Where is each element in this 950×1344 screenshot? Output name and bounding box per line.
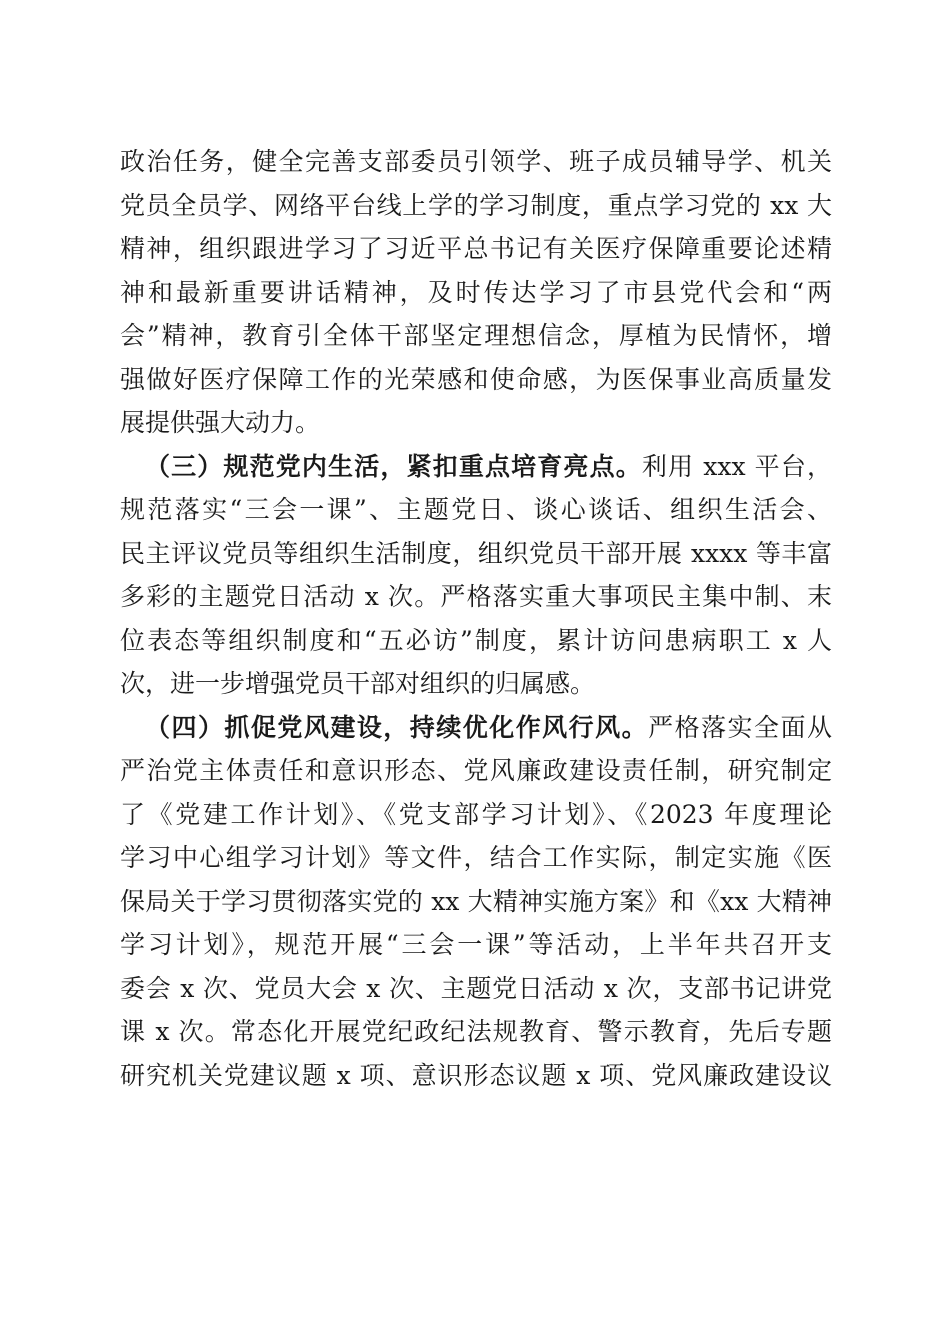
text-line: 展提供强大动力。 [120, 408, 321, 437]
text-line: 位表态等组织制度和“五必访”制度，累计访问患病职工 x 人 [120, 625, 832, 655]
section-heading: （四）抓促党风建设，持续优化作风行风。 [145, 712, 649, 742]
text-line: 了《党建工作计划》、《党支部学习计划》、《2023 年度理论 [120, 799, 832, 829]
text-line: 次，进一步增强党员干部对组织的归属感。 [120, 669, 596, 698]
paragraph-3 [120, 706, 832, 1098]
text-line: 研究机关党建议题 x 项、意识形态议题 x 项、党风廉政建设议 [120, 1060, 832, 1090]
paragraph-1 [120, 140, 832, 445]
text-line: 政治任务，健全完善支部委员引领学、班子成员辅导学、机关 [120, 147, 832, 176]
first-line-text: 利用 xxx 平台， [641, 451, 832, 481]
text-line: 会”精神，教育引全体干部坚定理想信念，厚植为民情怀，增 [120, 321, 832, 350]
text-line: 学习计划》，规范开展“三会一课”等活动，上半年共召开支 [120, 930, 832, 959]
paragraph-first-line [120, 706, 832, 750]
text-line: 委会 x 次、党员大会 x 次、主题党日活动 x 次，支部书记讲党 [120, 973, 832, 1003]
text-line: 党员全员学、网络平台线上学的学习制度，重点学习党的 xx 大 [120, 190, 832, 220]
text-line: 规范落实“三会一课”、主题党日、谈心谈话、组织生活会、 [120, 495, 832, 524]
text-line: 强做好医疗保障工作的光荣感和使命感，为医保事业高质量发 [120, 364, 832, 394]
text-line: 民主评议党员等组织生活制度，组织党员干部开展 xxxx 等丰富 [120, 538, 832, 568]
text-line: 学习中心组学习计划》等文件，结合工作实际，制定实施《医 [120, 843, 832, 872]
text-line: 课 x 次。常态化开展党纪政纪法规教育、警示教育，先后专题 [120, 1017, 832, 1046]
text-line: 严治党主体责任和意识形态、党风廉政建设责任制，研究制定 [120, 756, 832, 785]
text-line: 精神，组织跟进学习了习近平总书记有关医疗保障重要论述精 [120, 234, 832, 263]
paragraph-2 [120, 445, 832, 706]
text-line: 多彩的主题党日活动 x 次。严格落实重大事项民主集中制、末 [120, 582, 832, 611]
text-line: 保局关于学习贯彻落实党的 xx 大精神实施方案》和《xx 大精神 [120, 886, 832, 916]
paragraph-first-line [120, 445, 832, 489]
document-body [120, 140, 832, 1097]
text-line: 神和最新重要讲话精神，及时传达学习了市县党代会和“两 [120, 277, 832, 307]
first-line-text: 严格落实全面从 [648, 712, 832, 742]
section-heading: （三）规范党内生活，紧扣重点培育亮点。 [145, 451, 642, 481]
